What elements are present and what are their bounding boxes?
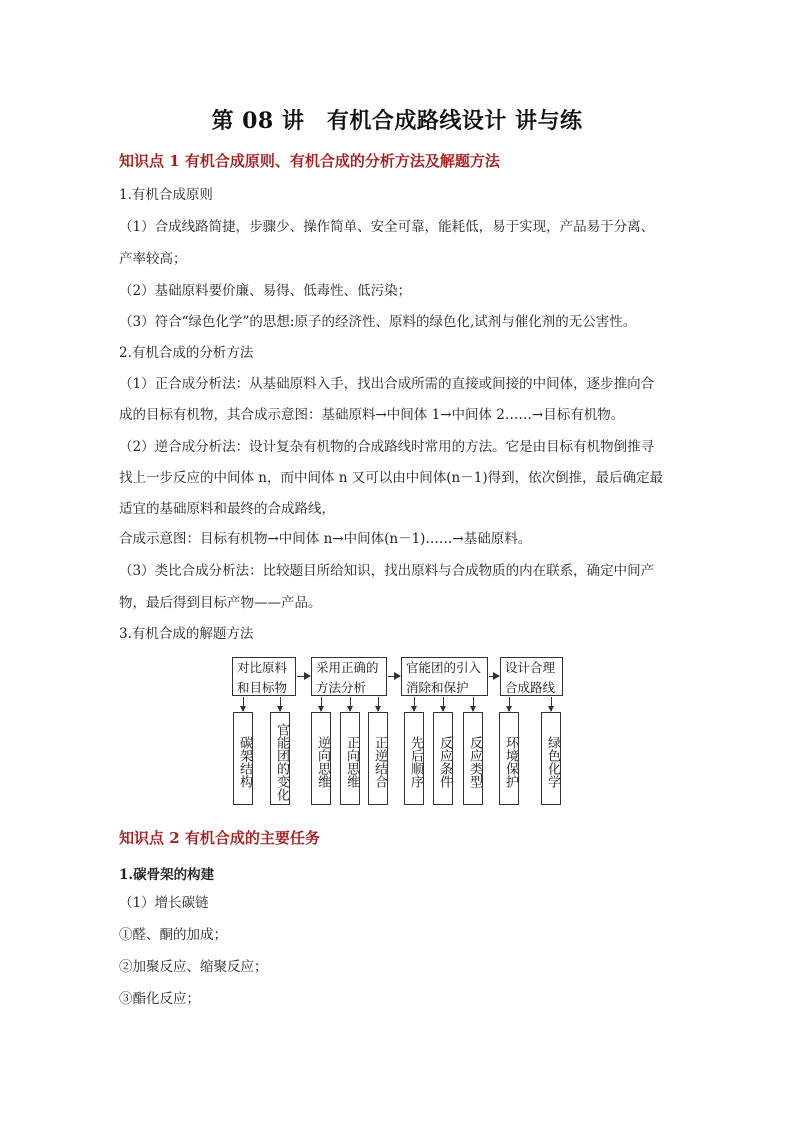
- analysis-line: 成的目标有机物，其合成示意图：基础原料→中间体 1→中间体 2……→目标有机物。: [119, 407, 625, 423]
- section-heading-2: 知识点 2 有机合成的主要任务: [119, 829, 320, 847]
- detail-box-forward-thinking: 正向思维: [340, 712, 360, 805]
- down-arrow: [414, 697, 415, 711]
- down-arrow: [551, 697, 552, 711]
- analysis-line: 物，最后得到目标产物——产品。: [119, 595, 322, 611]
- detail-box-reverse-thinking: 逆向思维: [311, 712, 331, 805]
- step-box-method: [311, 657, 387, 696]
- principle-line: （1）合成线路简捷，步骤少、操作简单、安全可靠，能耗低，易于实现，产品易于分离、: [119, 219, 655, 235]
- flow-arrow: [388, 676, 400, 677]
- step-label: 采用正确的: [316, 660, 379, 675]
- analysis-line: 合成示意图：目标有机物→中间体 n→中间体(n－1)……→基础原料。: [119, 531, 532, 547]
- step-box-compare: [232, 657, 296, 696]
- detail-box-conditions: 反应条件: [433, 712, 453, 805]
- step-label: 合成路线: [505, 680, 556, 695]
- principles-heading: 1.有机合成原则: [119, 187, 213, 203]
- principle-line: （2）基础原料要价廉、易得、低毒性、低污染；: [119, 283, 412, 299]
- detail-box-carbon-skeleton: 碳架结构: [233, 712, 253, 805]
- task-line: ①醛、酮的加成；: [119, 927, 227, 943]
- analysis-line: （2）逆合成分析法：设计复杂有机物的合成路线时常用的方法。它是由目标有机物倒推寻: [119, 439, 655, 455]
- principle-line: 产率较高；: [119, 251, 187, 267]
- task-line: ②加聚反应、缩聚反应；: [119, 959, 268, 975]
- analysis-heading: 2.有机合成的分析方法: [119, 345, 254, 361]
- step-label: 设计合理: [505, 660, 556, 675]
- task-line: （1）增长碳链: [119, 895, 209, 911]
- step-label: 对比原料: [237, 660, 288, 675]
- analysis-line: 适宜的基础原料和最终的合成路线，: [119, 501, 335, 517]
- down-arrow: [443, 697, 444, 711]
- analysis-line: （1）正合成分析法：从基础原料入手，找出合成所需的直接或间接的中间体，逐步推向合: [119, 376, 655, 392]
- down-arrow: [350, 697, 351, 711]
- step-label: 官能团的引入: [406, 660, 482, 675]
- step-box-functional-group: [401, 657, 488, 696]
- detail-box-order: 先后顺序: [404, 712, 424, 805]
- step-label: 消除和保护: [406, 680, 469, 695]
- flow-arrow: [489, 676, 499, 677]
- task-line: ③酯化反应；: [119, 991, 200, 1007]
- method-heading: 3.有机合成的解题方法: [119, 626, 254, 642]
- detail-box-reaction-type: 反应类型: [463, 712, 483, 805]
- down-arrow: [473, 697, 474, 711]
- detail-box-functional-group-change: 官能团的变化: [270, 712, 290, 805]
- analysis-line: 找上一步反应的中间体 n，而中间体 n 又可以由中间体(n－1)得到，依次倒推，最后确定最: [119, 470, 664, 486]
- detail-box-green-chemistry: 绿色化学: [541, 712, 561, 805]
- step-box-design: [500, 657, 563, 696]
- flow-arrow: [297, 676, 310, 677]
- down-arrow: [243, 697, 244, 711]
- principle-line: （3）符合“绿色化学”的思想:原子的经济性、原料的绿色化,试剂与催化剂的无公害性。: [119, 314, 637, 330]
- analysis-line: （3）类比合成分析法：比较题目所给知识，找出原料与合成物质的内在联系，确定中间产: [119, 563, 655, 579]
- section-heading-1: 知识点 1 有机合成原则、有机合成的分析方法及解题方法: [119, 152, 500, 170]
- detail-box-combined: 正逆结合: [368, 712, 388, 805]
- subsection-heading: 1.碳骨架的构建: [119, 867, 215, 883]
- down-arrow: [509, 697, 510, 711]
- down-arrow: [321, 697, 322, 711]
- step-label: 方法分析: [316, 680, 367, 695]
- step-label: 和目标物: [237, 680, 288, 695]
- down-arrow: [280, 697, 281, 711]
- page-title: 第 08 讲 有机合成路线设计 讲与练: [211, 108, 583, 134]
- detail-box-environment: 环境保护: [499, 712, 519, 805]
- down-arrow: [378, 697, 379, 711]
